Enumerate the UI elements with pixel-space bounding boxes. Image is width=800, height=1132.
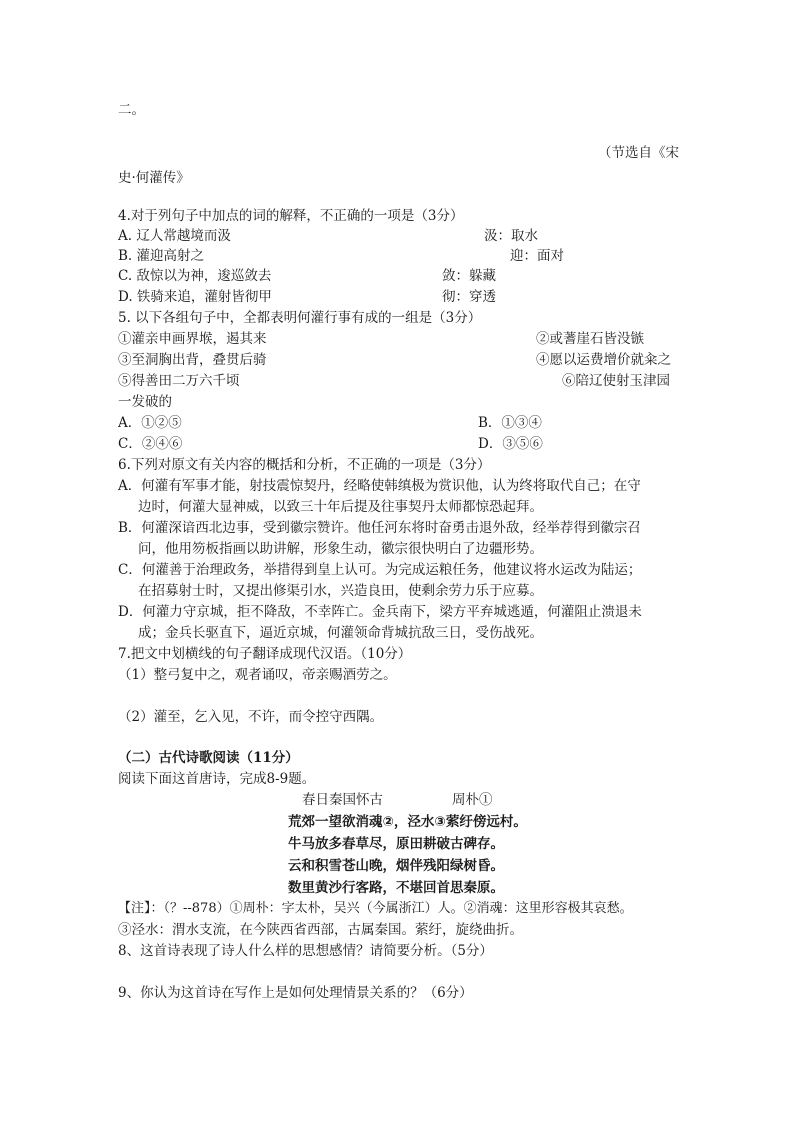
option-a-note: 汲：取水: [484, 228, 538, 244]
poem-note: 【注】：（？--878）①周朴：字太朴，吴兴（今属浙江）人。②消魂：这里形容极其哀愁。: [118, 901, 633, 916]
option-a: A．①②⑤: [118, 415, 182, 431]
option-a: A．何灌有军事才能，射技震惊契丹，经略使韩缜极为赏识他，认为终将取代自己；在守: [118, 478, 641, 494]
option-c: C．何灌善于治理政务，举措得到皇上认可。为完成运粮任务，他建议将水运改为陆运；: [118, 562, 642, 578]
source-citation: 史·何灌传》: [118, 170, 190, 186]
item: ⑥陪辽使射玉津园: [562, 373, 670, 389]
option-d: D．③⑤⑥: [478, 436, 543, 452]
question-6-stem: 6.下列对原文有关内容的概括和分析，不正确的一项是（3分）: [118, 457, 491, 473]
sentence-1: （1）整弓复中之，观者诵叹，帝亲赐酒劳之。: [118, 667, 397, 683]
option-d-cont: 成；金兵长驱直下，逼近京城，何灌领命背城抗敌三日，受伤战死。: [138, 625, 543, 641]
option-b: B. 灌迎高射之: [118, 248, 205, 264]
option-b-note: 迎：面对: [510, 248, 564, 264]
poem-author: 周朴①: [452, 792, 493, 808]
text-line: 二。: [118, 102, 145, 118]
option-c: C．②④⑥: [118, 436, 183, 452]
source-citation: （节选自《宋: [598, 145, 679, 161]
poem-line: 牛马放多春草尽，原田耕破古碑存。: [288, 836, 504, 852]
option-d-note: 彻：穿透: [442, 289, 496, 305]
item: ①灌亲申画界堠，遏其来: [118, 331, 267, 347]
option-a: A. 辽人常越境而汲: [118, 228, 231, 244]
poem-title: 春日秦国怀古: [302, 792, 383, 808]
poem-line: 荒郊一望欲消魂②，泾水③萦纡傍远村。: [288, 814, 527, 830]
option-b-cont: 问，他用笏板指画以助讲解，形象生动，徽宗很快明白了边疆形势。: [138, 541, 543, 557]
option-a-cont: 边时，何灌大显神威，以致三十年后提及往事契丹太师都惊恐起拜。: [138, 499, 543, 515]
option-c: C. 敌惊以为神，逡巡敛去: [118, 268, 272, 284]
question-8: 8、这首诗表现了诗人什么样的思想感情？请简要分析。（5分）: [118, 943, 493, 959]
item: ②或蓍崖石皆没镞: [536, 331, 644, 347]
sentence-2: （2）灌至，乞入见，不许，而令控守西隅。: [118, 709, 384, 725]
option-b: B．①③④: [478, 415, 542, 431]
option-b: B．何灌深谙西北边事，受到徽宗赞许。他任河东将时奋勇击退外敌，经举荐得到徽宗召: [118, 520, 641, 536]
poem-line: 云和积雪苍山晚，烟伴残阳绿树昏。: [288, 858, 504, 874]
option-d: D．何灌力守京城，拒不降敌，不幸阵亡。金兵南下，梁方平弃城逃遁，何灌阻止溃退未: [118, 604, 642, 620]
question-7-stem: 7.把文中划横线的句子翻译成现代汉语。（10分）: [118, 646, 412, 662]
option-d: D. 铁骑来追，灌射皆彻甲: [118, 289, 272, 305]
section-intro: 阅读下面这首唐诗，完成8-9题。: [118, 771, 316, 787]
item: ③至洞胸出背，叠贯后骑: [118, 352, 267, 368]
item: ④愿以运费增价就籴之: [536, 352, 671, 368]
poem-note: ③泾水：渭水支流，在今陕西省西部，古属秦国。萦纡，旋绕曲折。: [118, 922, 523, 938]
item: ⑤得善田二万六千顷: [118, 373, 240, 389]
poem-line: 数里黄沙行客路，不堪回首思秦原。: [288, 880, 504, 896]
section-title: （二）古代诗歌阅读（11分）: [118, 750, 299, 766]
question-9: 9、你认为这首诗在写作上是如何处理情景关系的？（6分）: [118, 985, 473, 1001]
option-c-note: 敛：躲藏: [442, 268, 496, 284]
item-continuation: 一发破的: [118, 394, 172, 410]
option-c-cont: 在招募射士时，又提出修渠引水，兴造良田，使剩余劳力乐于应募。: [138, 583, 543, 599]
question-4-stem: 4.对于列句子中加点的词的解释，不正确的一项是（3分）: [118, 208, 464, 224]
question-5-stem: 5. 以下各组句子中，全都表明何灌行事有成的一组是（3分）: [118, 310, 482, 326]
